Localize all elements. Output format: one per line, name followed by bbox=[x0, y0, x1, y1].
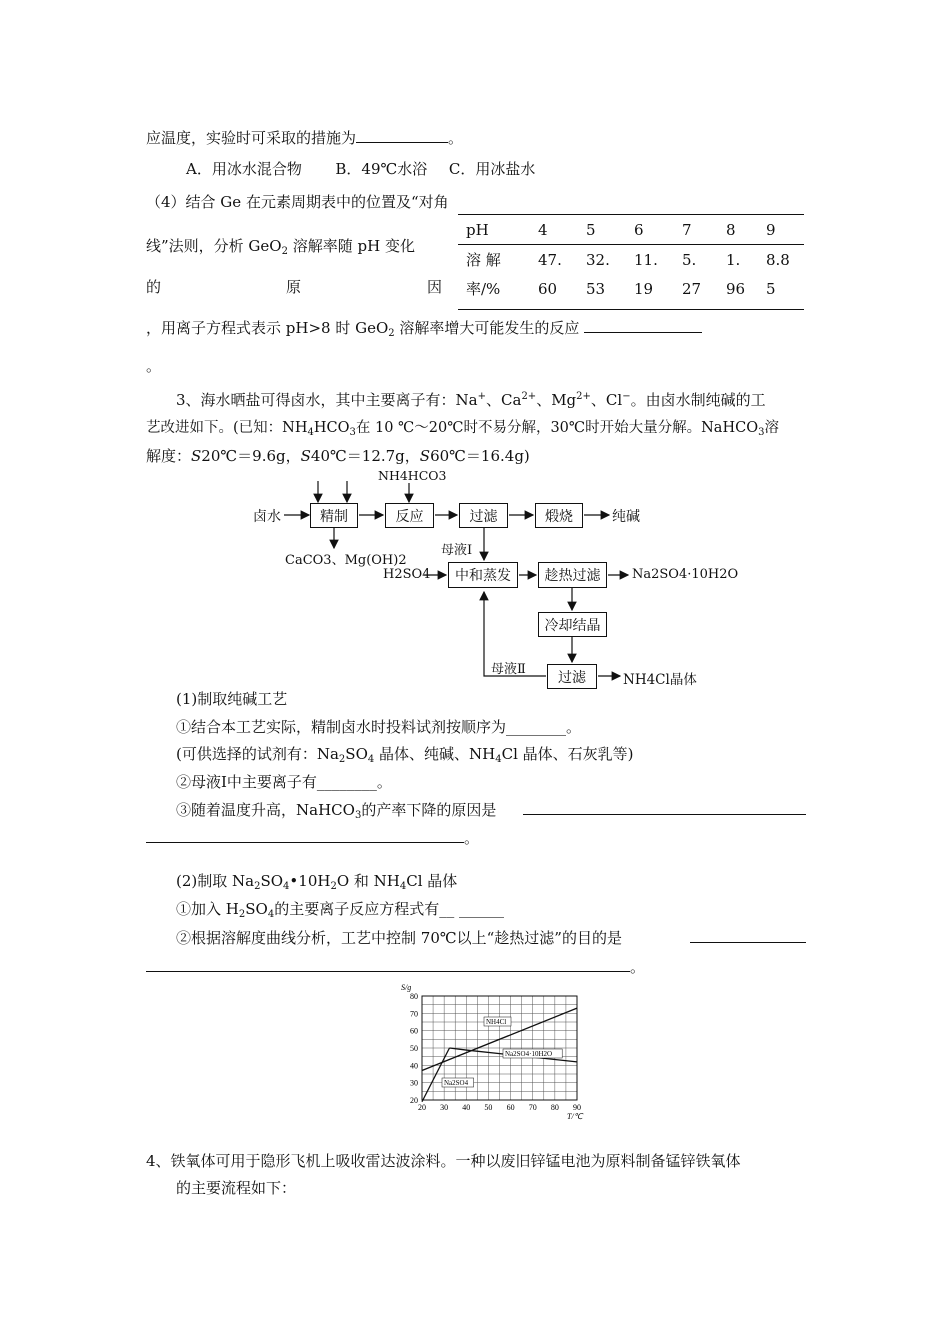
q2-4-line3b: 原 bbox=[286, 278, 302, 296]
curve-label: Na2SO4 bbox=[444, 1079, 469, 1087]
x-axis-label: T/℃ bbox=[567, 1112, 583, 1121]
answer-blank[interactable] bbox=[690, 928, 806, 943]
q3-intro-line2: 艺改进如下。(已知：$NH_4HCO_3$在 10 ℃～20℃时不易分解，30℃时开始大量分解。NaHCO$_3$溶 bbox=[146, 420, 779, 438]
series-line bbox=[422, 1048, 449, 1102]
q3-part1-title: (1)制取纯碱工艺 bbox=[176, 690, 288, 708]
filter1-box: 过滤 bbox=[459, 503, 508, 528]
na2so4-product-label: Na2SO4·10H2O bbox=[632, 567, 739, 582]
q2-4-line3a: 的 bbox=[146, 278, 162, 296]
q3-part2-q2: ②根据溶解度曲线分析，工艺中控制 70℃以上“趁热过滤”的目的是 bbox=[176, 929, 622, 947]
x-tick-label: 70 bbox=[528, 1103, 537, 1112]
answer-blank[interactable] bbox=[523, 800, 806, 815]
y-tick-label: 30 bbox=[410, 1078, 418, 1088]
y-tick-label: 60 bbox=[410, 1026, 418, 1036]
q3-part1-q2: ②母液Ⅰ中主要离子有________。 bbox=[176, 773, 392, 791]
q2-4-line3c: 因 bbox=[427, 278, 443, 296]
calcine-box: 煅烧 bbox=[535, 503, 583, 528]
q2-line1: 应温度，实验时可采取的措施为 。 bbox=[146, 129, 464, 147]
refine-box: 精制 bbox=[310, 503, 358, 528]
curve-label: NH4Cl bbox=[486, 1018, 507, 1026]
mother-liquor-1-label: 母液Ⅰ bbox=[441, 543, 473, 558]
precipitate-label: CaCO3、Mg(OH)2 bbox=[285, 553, 407, 568]
y-tick-label: 50 bbox=[410, 1044, 418, 1053]
q4-line2: 的主要流程如下： bbox=[176, 1179, 297, 1197]
table-row: pH 4 5 6 7 8 9 bbox=[466, 220, 776, 239]
q3-part2-q2-cont: 。 bbox=[146, 956, 645, 977]
q3-intro-line3: 解度：S20℃＝9.6g，S40℃＝12.7g，S60℃＝16.4g) bbox=[146, 447, 530, 465]
q2-4-line1: （4）结合 Ge 在元素周期表中的位置及“对角 bbox=[146, 193, 449, 211]
x-tick-label: 40 bbox=[462, 1103, 471, 1112]
q3-intro-line1: 3、海水晒盐可得卤水，其中主要离子有：Na+、$Ca^{2+}$、$Mg^{2+}$、Cl−。由卤水制纯碱的工 bbox=[176, 391, 766, 409]
nh4hco3-label: NH4HCO3 bbox=[378, 468, 447, 483]
h2so4-label: H2SO4 bbox=[383, 567, 431, 582]
y-axis-label: S/g bbox=[401, 983, 412, 992]
neutralize-evaporate-box: 中和蒸发 bbox=[448, 562, 518, 588]
cool-crystallize-box: 冷却结晶 bbox=[538, 612, 607, 637]
x-tick-label: 30 bbox=[440, 1103, 449, 1112]
x-tick-label: 50 bbox=[484, 1103, 493, 1112]
q3-part1-q3-cont: 。 bbox=[146, 827, 479, 848]
q3-part1-note: (可供选择的试剂有：$Na_2SO_4$ 晶体、纯碱、$NH_4Cl$ 晶体、石灰乳等) bbox=[176, 745, 634, 765]
x-tick-label: 60 bbox=[506, 1103, 515, 1112]
q3-part1-q1: ①结合本工艺实际，精制卤水时投料试剂按顺序为________。 bbox=[176, 718, 582, 736]
q3-part2-title: (2)制取 $Na_2SO_4•10H_2O$ 和 $NH_4Cl$ 晶体 bbox=[176, 872, 458, 892]
y-tick-label: 40 bbox=[410, 1061, 418, 1071]
nh4cl-product-label: NH4Cl晶体 bbox=[623, 672, 697, 688]
soda-label: 纯碱 bbox=[612, 509, 640, 525]
x-tick-label: 80 bbox=[550, 1103, 559, 1112]
x-tick-label: 20 bbox=[418, 1103, 426, 1112]
answer-blank[interactable] bbox=[146, 828, 464, 843]
react-box: 反应 bbox=[385, 503, 434, 528]
y-tick-label: 80 bbox=[410, 992, 418, 1001]
q2-options: A．用冰水混合物 B．49℃水浴 C．用冰盐水 bbox=[186, 160, 536, 178]
mother-liquor-2-label: 母液Ⅱ bbox=[491, 662, 526, 677]
q3-part2-q1: ①加入 $H_2SO_4$的主要离子反应方程式有__ ______ bbox=[176, 900, 504, 920]
table-row: 率/% 60 53 19 27 96 5 bbox=[466, 279, 776, 298]
y-tick-label: 20 bbox=[410, 1096, 418, 1105]
hot-filter-box: 趁热过滤 bbox=[538, 562, 607, 588]
filter2-box: 过滤 bbox=[547, 664, 597, 689]
solubility-curve-chart bbox=[395, 978, 595, 1126]
q2-4-line5: 。 bbox=[146, 357, 162, 375]
curve-label: Na2SO4·10H2O bbox=[505, 1050, 553, 1058]
x-tick-label: 90 bbox=[573, 1103, 581, 1112]
q2-4-line2: 线”法则，分析 GeO$_2$ 溶解率随 pH 变化 bbox=[146, 237, 415, 257]
q3-part1-q3: ③随着温度升高，NaHCO$_3$的产率下降的原因是 bbox=[176, 801, 497, 821]
y-tick-label: 70 bbox=[410, 1009, 418, 1019]
q2-4-line4: ，用离子方程式表示 pH>8 时 GeO$_2$ 溶解率增大可能发生的反应 bbox=[146, 317, 702, 339]
brine-label: 卤水 bbox=[253, 509, 281, 525]
table-row: 溶 解 47. 32. 11. 5. 1. 8.8 bbox=[466, 250, 790, 269]
answer-blank[interactable] bbox=[146, 957, 630, 972]
q4-line1: 4、铁氧体可用于隐形飞机上吸收雷达波涂料。一种以废旧锌锰电池为原料制备锰锌铁氧体 bbox=[146, 1152, 741, 1170]
